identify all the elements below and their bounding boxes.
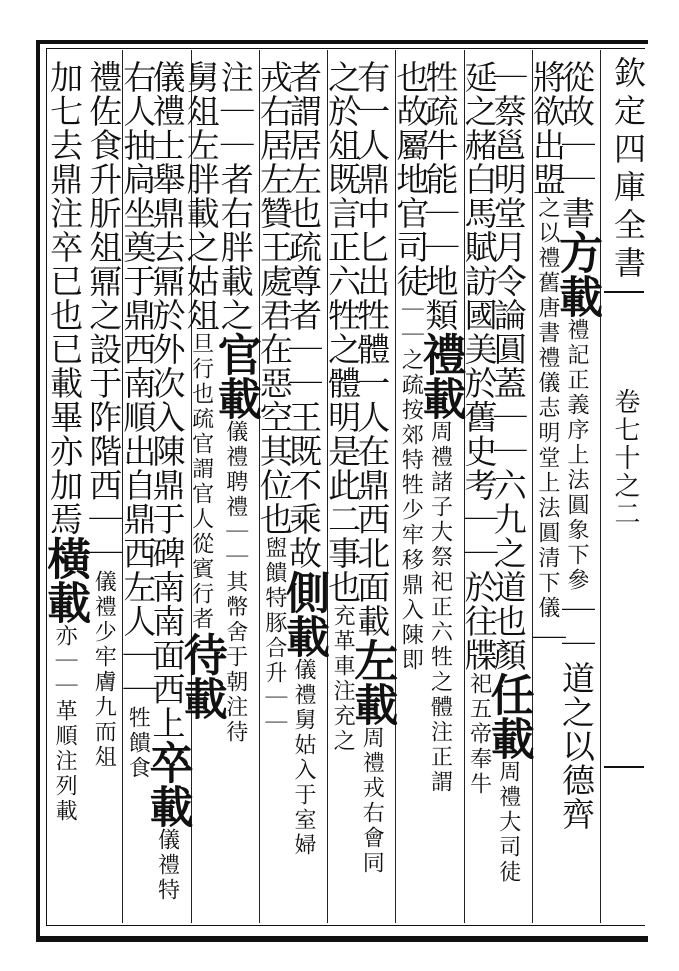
main-text: 從故｜｜書 <box>557 60 596 230</box>
annotation-text: 旦行也疏官謂官人從賓行者 <box>188 332 214 632</box>
main-text: 加七去鼎注卒已也已載畢亦加焉 <box>45 60 85 536</box>
column-rule <box>600 50 601 923</box>
main-text: ｜｜道之以德齊 <box>557 593 596 831</box>
annotation-text: 盥饋特豚合升｜｜ <box>261 536 287 736</box>
main-text: 也故屬地官司徒 <box>391 60 431 298</box>
main-text: 戎右居左贊王處君在惡空其位也 <box>254 60 294 536</box>
main-text: 舅俎左胖載之姑俎 <box>181 60 221 332</box>
entry-heading: 禮載 <box>414 332 466 420</box>
entry-heading: 側載 <box>278 570 329 658</box>
text-column <box>209 60 261 920</box>
main-text: 延之赭白馬賦訪國美於舊史考｜｜於往牒 <box>459 60 499 672</box>
annotation-text: ｜｜之疏按郊特牲少牢移鼎入陳即 <box>398 298 424 673</box>
entry-heading: 方載 <box>551 230 602 318</box>
main-text: 者謂居左也疏尊者｜｜王既不乘故 <box>284 60 323 570</box>
main-text: 有一人鼎中匕出牲體一人在鼎西北面載 <box>352 60 392 638</box>
text-column <box>254 60 294 920</box>
annotation-text: 之以禮舊唐書禮儀志明堂上法圓清下儀 <box>534 196 560 621</box>
annotation-text: 周禮大司徒 <box>495 760 521 885</box>
text-column <box>391 60 431 920</box>
annotation-text: 禮記正義序上法圓象下參 <box>564 318 589 593</box>
fold-mark-top <box>604 291 644 293</box>
annotation-text: 儀禮少牢膚九而俎 <box>91 570 117 770</box>
annotation-text: 充革車注充之 <box>330 604 356 754</box>
text-column <box>482 60 534 920</box>
book-title: 欽定四庫全書 <box>609 56 647 284</box>
text-column <box>459 60 499 920</box>
main-text: 牲疏牛能｜｜地類 <box>420 60 460 332</box>
main-text: ｜ <box>527 621 567 655</box>
text-column <box>414 60 466 920</box>
text-column <box>527 60 567 920</box>
fold-mark-bottom <box>604 766 644 768</box>
text-column <box>39 60 91 920</box>
entry-heading: 卒載 <box>141 740 193 828</box>
text-column <box>551 60 602 920</box>
annotation-text: 周禮戎右會同 <box>359 726 385 876</box>
text-column <box>175 60 227 920</box>
annotation-text: 祀五帝奉牛 <box>466 672 492 797</box>
entry-heading: 任載 <box>482 672 534 760</box>
text-column <box>84 60 124 920</box>
main-text: ｜蔡邕明堂月令論圓蓋｜｜六九之道也顏 <box>488 60 528 672</box>
entry-heading: 左載 <box>346 638 398 726</box>
entry-heading: 橫載 <box>39 536 91 624</box>
text-column <box>118 60 158 920</box>
main-text: 注｜｜者右胖載之 <box>215 60 255 332</box>
text-column <box>141 60 193 920</box>
annotation-text: 儀禮聘禮｜｜其幣舍于朝注待 <box>222 420 248 745</box>
volume-label: 卷七十之二 <box>610 388 640 528</box>
main-text: 禮佐食升肵俎鼏之設于阼階西｜｜ <box>84 60 124 570</box>
annotation-text: 牲饋食 <box>125 706 151 781</box>
text-column <box>278 60 329 920</box>
text-column <box>323 60 363 920</box>
text-column <box>346 60 398 920</box>
annotation-text: 亦｜｜革順注列載 <box>52 624 78 824</box>
main-text: 右人抽扃坐奠于鼎西南順出自鼎西左人｜｜ <box>118 60 158 706</box>
entry-heading: 官載 <box>209 332 261 420</box>
annotation-text: 周禮諸子大祭祀正六牲之體注正謂 <box>427 420 453 795</box>
annotation-text: 儀禮舅姑入于室婦 <box>291 658 316 858</box>
main-text: 之於俎既言正六牲之體明是此二事也 <box>323 60 363 604</box>
main-text: 將欲出盟 <box>527 60 567 196</box>
main-text: 儀禮士舉鼎去鼏於外次入陳鼎于碑南南面西上 <box>147 60 187 740</box>
annotation-text: 儀禮特 <box>154 828 180 903</box>
entry-heading: 待載 <box>175 632 227 720</box>
